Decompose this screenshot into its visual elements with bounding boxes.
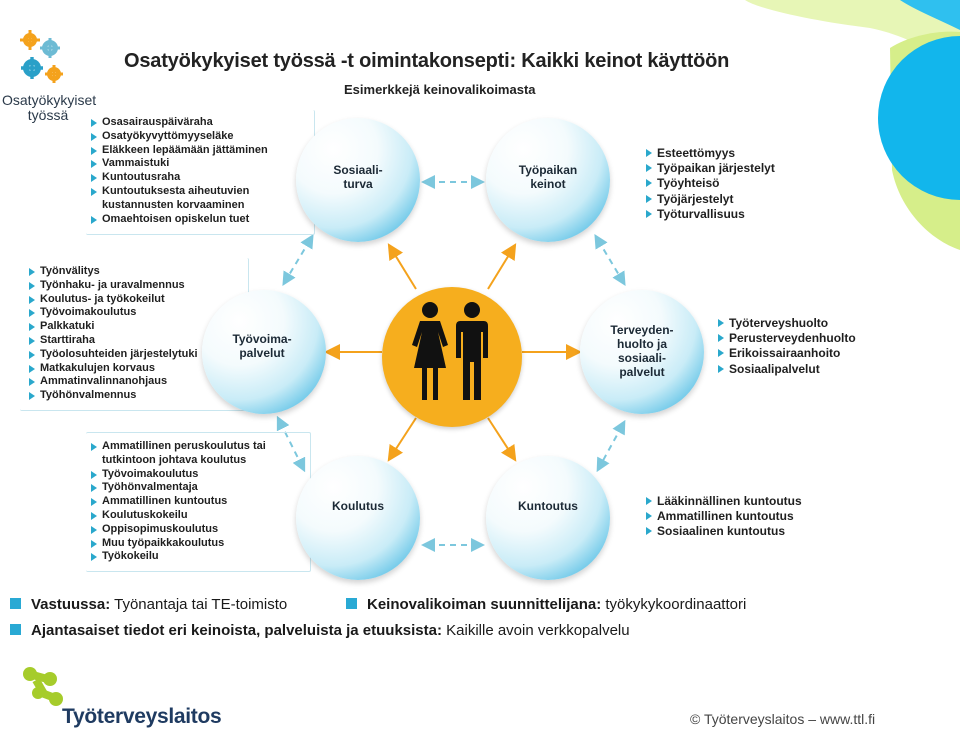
- list-item: Työturvallisuus: [645, 207, 865, 222]
- node-label-line: Työpaikan: [518, 163, 578, 177]
- list-koulutus: [90, 440, 306, 564]
- node-label-line: sosiaali-: [617, 351, 667, 365]
- list-item: Koulutus- ja työkokeilut: [28, 293, 243, 307]
- list-item: Palkkatuki: [28, 320, 243, 334]
- list-item-continued: tutkintoon johtava koulutus: [102, 453, 247, 466]
- list-terveys: [717, 316, 917, 377]
- node-tyopaikka-label: [508, 163, 588, 191]
- list-item: Sosiaalipalvelut: [717, 362, 917, 377]
- list-item: Erikoissairaanhoito: [717, 346, 917, 361]
- logo-line-1: Osatyökykyiset: [2, 92, 97, 108]
- node-label-line: keinot: [530, 177, 566, 191]
- page-title: Osatyökykyiset työssä -t oimintakonsepti: Kaikki keinot käyttöön: [124, 50, 730, 72]
- list-item: Osatyökyvyttömyyseläke: [90, 130, 310, 144]
- list-item: Ammatillinen peruskoulutus tai: [90, 440, 306, 454]
- page-subtitle: Esimerkkejä keinovalikoimasta: [344, 82, 536, 97]
- list-item: Esteettömyys: [645, 146, 865, 161]
- node-sosiaaliturva-label: [318, 163, 398, 191]
- list-item: Ammatillinen kuntoutus: [90, 495, 306, 509]
- list-item: Omaehtoisen opiskelun tuet: [90, 213, 310, 227]
- info-label: Keinovalikoiman suunnittelijana:: [367, 596, 602, 613]
- list-item: Työhönvalmentaja: [90, 481, 306, 495]
- logo-line-2: työssä: [27, 107, 69, 123]
- list-kuntoutus: [645, 494, 865, 540]
- list-item: Perusterveydenhuolto: [717, 331, 917, 346]
- arrow-to-koulutus: [392, 418, 416, 455]
- list-item: Vammaistuki: [90, 157, 310, 171]
- info-label: Vastuussa:: [31, 596, 111, 613]
- info-value: Kaikille avoin verkkopalvelu: [446, 622, 630, 639]
- list-item: Ammatillinen kuntoutus: [645, 509, 865, 524]
- info-ajantasaiset: [10, 622, 630, 639]
- node-label-line: turva: [343, 177, 373, 191]
- node-kuntoutus-label: [508, 499, 588, 513]
- ttl-logo-icon: [20, 665, 68, 713]
- list-tyopaikka: [645, 146, 865, 222]
- list-item: Työnhaku- ja uravalmennus: [28, 279, 243, 293]
- list-sosiaaliturva: [90, 116, 310, 226]
- info-bullet-square: [10, 598, 21, 609]
- info-suunnittelija: [346, 596, 746, 613]
- node-label-line: huolto ja: [617, 337, 667, 351]
- list-item: Eläkkeen lepäämään jättäminen: [90, 144, 310, 158]
- dash-arrow-lower-right: [600, 426, 622, 466]
- list-item: Työnvälitys: [28, 265, 243, 279]
- list-item: Oppisopimuskoulutus: [90, 523, 306, 537]
- footer-copyright: © Työterveyslaitos – www.ttl.fi: [690, 711, 876, 727]
- list-item: Sosiaalinen kuntoutus: [645, 524, 865, 539]
- arrow-to-kuntoutus: [488, 418, 512, 455]
- node-label-line: Työvoima-: [232, 332, 292, 346]
- list-item: Kuntoutuksesta aiheutuvien: [90, 185, 310, 199]
- info-bullet-square: [10, 624, 21, 635]
- list-item: Työterveyshuolto: [717, 316, 917, 331]
- node-label-line: Kuntoutus: [518, 499, 578, 513]
- dash-arrow-upper-right: [598, 240, 622, 280]
- dash-arrow-upper-left: [286, 240, 310, 280]
- node-tyovoima-label: [222, 332, 302, 360]
- node-label-line: palvelut: [239, 346, 285, 360]
- node-label-line: palvelut: [619, 365, 665, 379]
- list-item: Työyhteisö: [645, 176, 865, 191]
- list-item: Työvoimakoulutus: [90, 468, 306, 482]
- brand-name: Työterveyslaitos: [62, 705, 222, 728]
- people-icon: [402, 300, 502, 410]
- list-item: Lääkinnällinen kuntoutus: [645, 494, 865, 509]
- info-bullet-square: [346, 598, 357, 609]
- node-label-line: Terveyden-: [610, 323, 674, 337]
- info-vastuussa: [10, 596, 287, 613]
- node-label-line: Koulutus: [332, 499, 384, 513]
- arrow-to-sosiaaliturva: [392, 250, 416, 289]
- node-koulutus: [296, 456, 420, 580]
- list-item: Ammatinvalinnanohjaus: [28, 375, 243, 389]
- node-label-line: Sosiaali-: [333, 163, 383, 177]
- node-terveys-label: [598, 323, 686, 379]
- node-koulutus-label: [318, 499, 398, 513]
- list-item: Työkokeilu: [90, 550, 306, 564]
- list-item: Työhönvalmennus: [28, 389, 243, 403]
- list-item: Työjärjestelyt: [645, 192, 865, 207]
- info-value: Työnantaja tai TE-toimisto: [114, 596, 288, 613]
- info-value: työkykykoordinaattori: [605, 596, 747, 613]
- list-item: Työolosuhteiden järjestelytuki: [28, 348, 243, 362]
- list-item: Työpaikan järjestelyt: [645, 161, 865, 176]
- list-item-continued: kustannusten korvaaminen: [102, 198, 245, 211]
- info-label: Ajantasaiset tiedot eri keinoista, palveluista ja etuuksista:: [31, 622, 442, 639]
- list-item: Starttiraha: [28, 334, 243, 348]
- list-item: Osasairauspäiväraha: [90, 116, 310, 130]
- list-item: Matkakulujen korvaus: [28, 362, 243, 376]
- list-item: Muu työpaikkakoulutus: [90, 537, 306, 551]
- list-item: Kuntoutusraha: [90, 171, 310, 185]
- list-item: Työvoimakoulutus: [28, 306, 243, 320]
- list-item: Koulutuskokeilu: [90, 509, 306, 523]
- node-kuntoutus: [486, 456, 610, 580]
- arrow-to-tyopaikka: [488, 250, 512, 289]
